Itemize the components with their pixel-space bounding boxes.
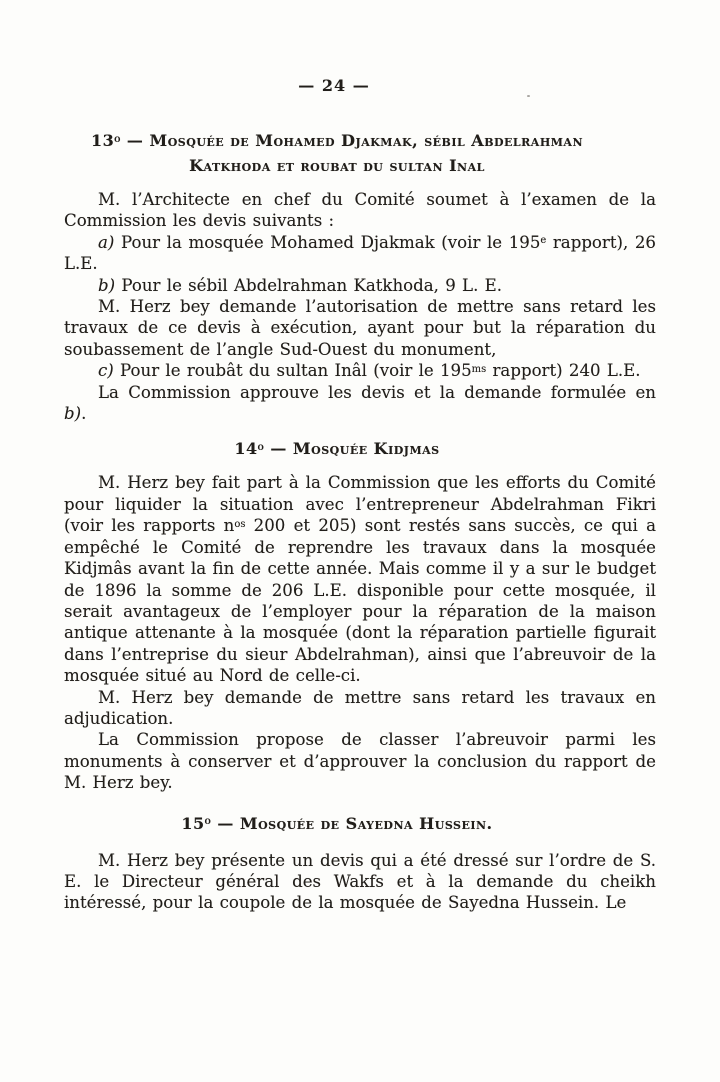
page-number: — 24 —: [298, 76, 370, 95]
paragraph: M. Herz bey demande l’autorisation de mettre sans retard les travaux de ce devis à exécution, ayant pour but la réparation du soubassement de l’angle Sud-Ouest du monument,: [64, 297, 656, 359]
paragraph: a) Pour la mosquée Mohamed Djakmak (voir le 195e rapport), 26 L.E.: [64, 232, 656, 274]
section-14-heading-line-1: 14$^o$ — Mosquée Kidjmas: [234, 439, 440, 459]
section-15-heading: [64, 811, 656, 836]
paragraph: M. Herz bey présente un devis qui a été dressé sur l’ordre de S. E. le Directeur général des Wakfs et à la demande du cheikh intéressé, pour la coupole de la mosquée de Sayedna Hussein. Le: [64, 850, 656, 913]
paragraph: M. l’Architecte en chef du Comité soumet à l’examen de la Commission les devis suivants :: [64, 190, 656, 231]
section-14: [64, 436, 656, 793]
section-15: [64, 811, 656, 914]
paragraph: c) Pour le roubât du sultan Inâl (voir le $195^{ms}$ rapport) 240 L.E.: [98, 361, 641, 381]
section-14-heading: [64, 436, 656, 461]
paragraph: M. Herz bey demande de mettre sans retard les travaux en adjudication.: [64, 687, 656, 728]
text-block: [64, 0, 656, 914]
section-13-heading-line-1: 13$^o$ — Mosquée de Mohamed Djakmak, sébil Abdelrahman: [90, 131, 584, 150]
paragraph: b) Pour le sébil Abdelrahman Katkhoda, 9 L. E.: [98, 275, 503, 295]
section-13-heading: [64, 128, 656, 178]
section-13-heading-line-2: Katkhoda et roubat du sultan Inal: [189, 156, 485, 175]
paragraph: La Commission approuve les devis et la demande formulée en b).: [64, 382, 656, 424]
section-15-heading-line-1: 15$^o$ — Mosquée de Sayedna Hussein.: [181, 813, 493, 833]
paragraph: M. Herz bey fait part à la Commission que les efforts du Comité pour liquider la situation avec l’entrepreneur Abdelrahman Fikri (voir les rapports $n^{os}$ 200 et 205) sont restés sans succès, ce qui a empêché le Comité de reprendre les travaux dans la mosquée Kidjmâs avant la fin de cette année. Mais comme il y a sur le budget de 1896 la somme de 206 L.E. disponible pour cette mosquée, il serait avantageux de l’employer pour la réparation de la maison antique attenante à la mosquée (dont la réparation partielle figurait dans l’entreprise du sieur Abdelrahman), ainsi que l’abreuvoir de la mosquée situé au Nord de celle-ci.: [64, 473, 656, 686]
section-13: [64, 128, 656, 424]
paragraph: La Commission propose de classer l’abreuvoir parmi les monuments à conserver et d’approuver la conclusion du rapport de M. Herz bey.: [64, 730, 656, 793]
